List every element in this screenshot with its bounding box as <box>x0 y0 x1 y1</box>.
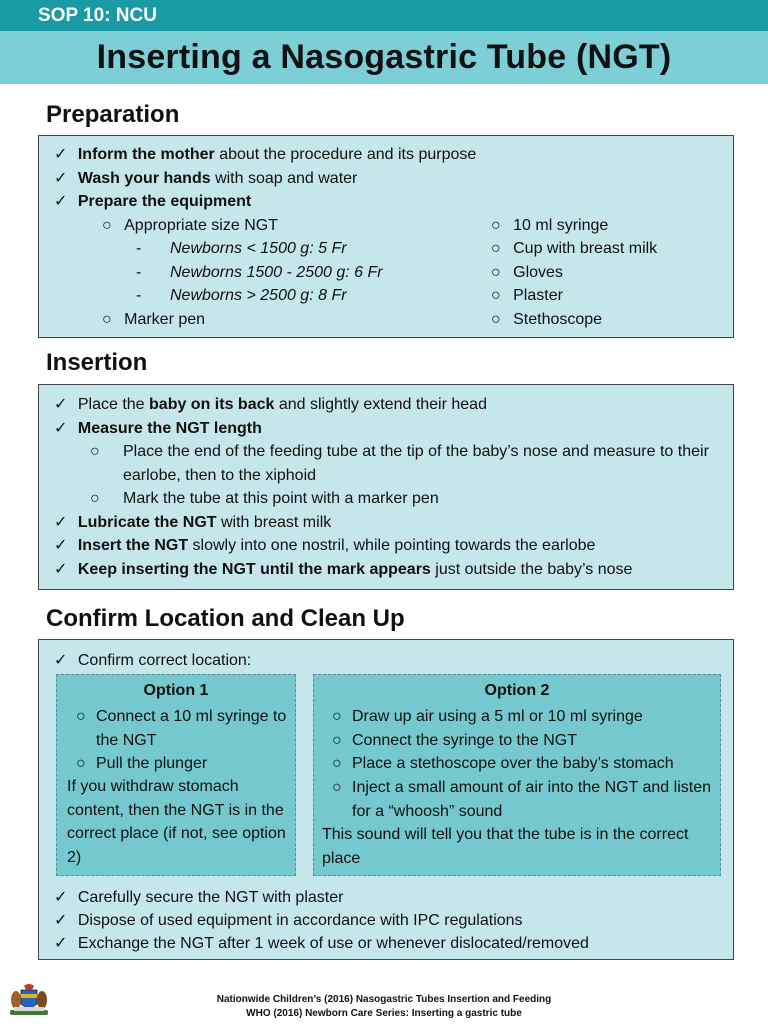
confirm-intro: ✓ Confirm correct location: <box>54 652 252 669</box>
option-1-title: Option 1 <box>143 682 209 699</box>
bullet-icon: ○ <box>491 217 501 234</box>
check-icon: ✓ <box>54 170 68 187</box>
size-item: - Newborns 1500 - 2500 g: 6 Fr <box>136 264 383 281</box>
option-2-step: Draw up air using a 5 ml or 10 ml syringe <box>352 708 643 725</box>
bullet-icon: ○ <box>332 708 342 725</box>
prep-ngt-size: ○ Appropriate size NGT <box>102 217 278 234</box>
option-2-note: This sound will tell you that the tube is in the correct place <box>322 826 689 867</box>
option-2-step: Connect the syringe to the NGT <box>352 732 577 749</box>
prep-item-equipment: ✓ Prepare the equipment <box>54 193 252 210</box>
cleanup-item: ✓ Carefully secure the NGT with plaster <box>54 889 344 906</box>
bullet-icon: ○ <box>332 755 342 772</box>
title-bar <box>0 31 768 84</box>
check-icon: ✓ <box>54 561 68 578</box>
prep-marker-pen: ○ Marker pen <box>102 311 206 328</box>
equipment-item: ○ Cup with breast milk <box>491 240 658 257</box>
check-icon: ✓ <box>54 935 68 952</box>
bullet-icon: ○ <box>491 287 501 304</box>
page-title: Inserting a Nasogastric Tube (NGT) <box>96 38 672 76</box>
insertion-box <box>38 384 734 590</box>
mark-instruction: Mark the tube at this point with a marker pen <box>123 490 439 507</box>
bullet-icon: ○ <box>332 779 342 796</box>
bullet-icon: ○ <box>90 490 100 507</box>
preparation-box <box>38 135 734 338</box>
equipment-item: ○ Gloves <box>491 264 563 281</box>
size-item: - Newborns > 2500 g: 8 Fr <box>136 287 347 304</box>
bullet-icon: ○ <box>102 311 112 328</box>
option-1-box <box>56 674 296 876</box>
bullet-icon: ○ <box>491 264 501 281</box>
check-icon: ✓ <box>54 146 68 163</box>
insertion-item: ✓ Keep inserting the NGT until the mark appears just outside the baby’s nose <box>54 561 633 578</box>
sop-label: SOP 10: NCU <box>38 5 157 26</box>
confirm-box <box>38 639 734 960</box>
top-bar <box>0 0 768 31</box>
insertion-item: ✓ Measure the NGT length <box>54 420 262 437</box>
equipment-item: ○ 10 ml syringe <box>491 217 609 234</box>
option-1-step: Connect a 10 ml syringe to the NGT <box>96 708 287 749</box>
bullet-icon: ○ <box>90 443 100 460</box>
dash-icon: - <box>136 264 142 281</box>
size-item: - Newborns < 1500 g: 5 Fr <box>136 240 347 257</box>
insertion-item: ✓ Place the baby on its back and slightly extend their head <box>54 396 487 413</box>
insertion-heading: Insertion <box>46 349 148 376</box>
prep-item-wash: ✓ Wash your hands with soap and water <box>54 170 358 187</box>
preparation-heading: Preparation <box>46 101 180 128</box>
bullet-icon: ○ <box>102 217 112 234</box>
bullet-icon: ○ <box>491 240 501 257</box>
bullet-icon: ○ <box>76 708 86 725</box>
insertion-item: ✓ Insert the NGT slowly into one nostril, while pointing towards the earlobe <box>54 537 596 554</box>
insertion-item: ✓ Lubricate the NGT with breast milk <box>54 514 332 531</box>
option-2-step: Inject a small amount of air into the NGT and listen for a “whoosh” sound <box>352 779 711 820</box>
dash-icon: - <box>136 240 142 257</box>
check-icon: ✓ <box>54 420 68 437</box>
confirm-heading: Confirm Location and Clean Up <box>46 605 405 632</box>
prep-item-inform: ✓ Inform the mother about the procedure and its purpose <box>54 146 477 163</box>
check-icon: ✓ <box>54 652 68 669</box>
cleanup-item: ✓ Exchange the NGT after 1 week of use or whenever dislocated/removed <box>54 935 589 952</box>
check-icon: ✓ <box>54 514 68 531</box>
option-2-title: Option 2 <box>484 682 550 699</box>
check-icon: ✓ <box>54 396 68 413</box>
equipment-item: ○ Stethoscope <box>491 311 603 328</box>
bullet-icon: ○ <box>332 732 342 749</box>
option-2-step: Place a stethoscope over the baby’s stomach <box>352 755 674 772</box>
equipment-item: ○ Plaster <box>491 287 563 304</box>
footer-reference-1: Nationwide Children’s (2016) Nasogastric Tubes Insertion and Feeding <box>216 994 552 1005</box>
check-icon: ✓ <box>54 193 68 210</box>
dash-icon: - <box>136 287 142 304</box>
check-icon: ✓ <box>54 889 68 906</box>
cleanup-item: ✓ Dispose of used equipment in accordance with IPC regulations <box>54 912 523 929</box>
option-2-box <box>313 674 721 876</box>
check-icon: ✓ <box>54 912 68 929</box>
measure-instruction: Place the end of the feeding tube at the tip of the baby’s nose and measure to their earlobe, then to the xiphoid <box>123 443 709 484</box>
option-1-note: If you withdraw stomach content, then the NGT is in the correct place (if not, see option 2) <box>67 778 286 866</box>
check-icon: ✓ <box>54 537 68 554</box>
footer-reference-2: WHO (2016) Newborn Care Series: Inserting a gastric tube <box>246 1008 522 1019</box>
bullet-icon: ○ <box>76 755 86 772</box>
bullet-icon: ○ <box>491 311 501 328</box>
option-1-step: Pull the plunger <box>96 755 208 772</box>
